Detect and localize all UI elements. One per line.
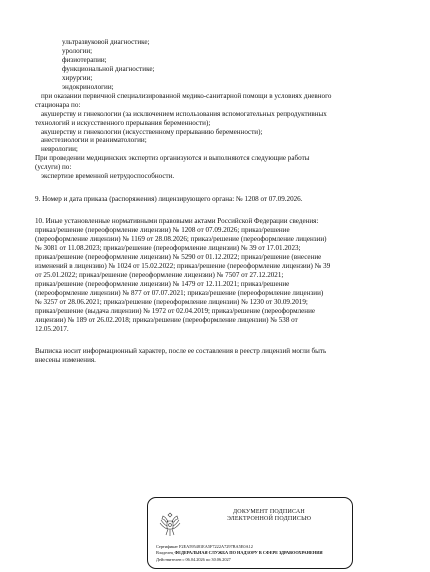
text-line: неврологии; <box>41 145 78 154</box>
text-line: эндокринологии; <box>62 82 114 91</box>
validity-line: Действителен с 06.04.2026 по 30.06.2027 <box>156 556 231 562</box>
text-line: акушерству и гинекологии (за исключением использования вспомогательных репродуктивных <box>41 109 327 118</box>
electronic-signature-stamp <box>147 497 353 569</box>
text-line: технологий и искусственного прерывания беременности); <box>35 118 211 127</box>
text-line: 12.05.2017. <box>35 324 69 333</box>
text-line: При проведении медицинских экспертиз организуются и выполняются следующие работы <box>35 154 310 163</box>
text-line: изменений в лицензию) № 1024 от 15.02.2022; приказ/решение (переоформление лицензии) № 39 <box>35 261 331 270</box>
text-line: лицензии) № 189 от 26.02.2018; приказ/решение (переоформление лицензии) № 538 от <box>35 315 298 324</box>
text-line: от 25.01.2022; приказ/решение (переоформление лицензии) № 7507 от 27.12.2021; <box>35 270 284 279</box>
text-line: физиотерапии; <box>62 55 107 64</box>
medical-services-list <box>35 38 393 181</box>
text-line: хирургии; <box>62 73 93 82</box>
text-line: приказ/решение (переоформление лицензии) № 1479 от 12.11.2021; приказ/решение <box>35 279 290 288</box>
owner-line <box>156 550 350 556</box>
stamp-title <box>188 509 350 524</box>
text-line: при оказании первичной специализированной медико-санитарной помощи в условиях дневного <box>41 91 332 100</box>
text-line: (услуги) по: <box>35 163 72 172</box>
text-line: № 3081 от 11.08.2023; приказ/решение (переоформление лицензии) № 39 от 17.01.2023; <box>35 244 301 253</box>
stamp-title-line2: ЭЛЕКТРОННОЙ ПОДПИСЬЮ <box>226 516 312 523</box>
text-line: урологии; <box>62 46 93 55</box>
stamp-title-line1: ДОКУМЕНТ ПОДПИСАН <box>233 509 305 515</box>
text-line: стационара по: <box>35 100 81 109</box>
text-line: ультразвуковой диагностике; <box>62 38 150 46</box>
text-line: внесены изменения. <box>35 355 96 364</box>
item-10-other-information <box>35 217 393 333</box>
stamp-details <box>156 544 350 563</box>
text-line: функциональной диагностике; <box>62 64 155 73</box>
text-line: (переоформление лицензии) № 877 от 07.07.2021; приказ/решение (переоформление лицензии) <box>35 288 324 297</box>
coat-of-arms-emblem-icon <box>157 510 183 538</box>
certificate-value: F2EA595481EA5F7222A7297BA5E0A12 <box>178 544 253 549</box>
text-line: экспертизе временной нетрудоспособности. <box>41 172 175 181</box>
item-9-order-number: 9. Номер и дата приказа (распоряжения) лицензирующего органа: № 1208 от 07.09.2026. <box>35 195 303 204</box>
text-line: приказ/решение (переоформление лицензии) № 5290 от 01.12.2022; приказ/решение (внесение <box>35 253 322 262</box>
text-line: (переоформление лицензии) № 1169 от 28.08.2026; приказ/решение (переоформление лицензии) <box>35 235 327 244</box>
text-line: приказ/решение (переоформление лицензии) № 1208 от 07.09.2026; приказ/решение <box>35 226 290 235</box>
text-line: анестезиологии и реаниматологии; <box>41 136 147 145</box>
text-line: № 3257 от 28.06.2021; приказ/решение (переоформление лицензии) № 1230 от 30.09.2019; <box>35 297 308 306</box>
text-line: акушерству и гинекологии (искусственному прерыванию беременности); <box>41 127 263 136</box>
text-line: 10. Иные установленные нормативными правовыми актами Российской Федерации сведения: <box>35 217 319 226</box>
text-line: приказ/решение (выдача лицензии) № 1972 от 02.04.2019; приказ/решение (переоформление <box>35 306 316 315</box>
text-line: Выписка носит информационный характер, после ее составления в реестр лицензий могли быть <box>35 346 327 355</box>
owner-label: Владелец <box>156 550 174 556</box>
document-body <box>35 38 393 365</box>
informational-note <box>35 347 393 365</box>
certificate-label: Сертификат <box>156 544 178 549</box>
owner-value: ФЕДЕРАЛЬНАЯ СЛУЖБА ПО НАДЗОРУ В СФЕРЕ ЗДРАВООХРАНЕНИЯ <box>174 550 323 556</box>
